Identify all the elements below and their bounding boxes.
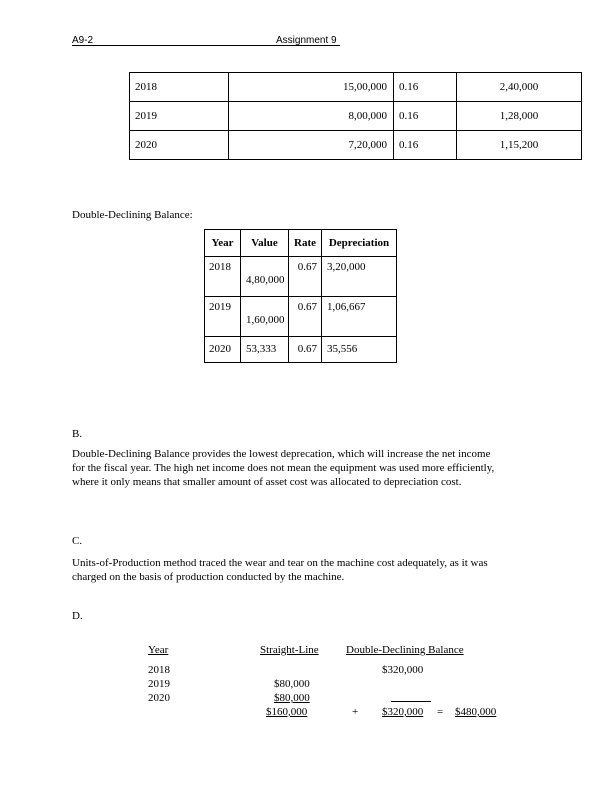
depreciation-cell: 1,15,200	[457, 131, 582, 160]
table-row	[205, 297, 397, 337]
section-c-text	[72, 556, 542, 584]
col-header-value: Value	[241, 230, 289, 257]
ddb-blank-underline	[391, 701, 431, 702]
text-line: charged on the basis of production conducted by the machine.	[72, 571, 345, 583]
sl-2020-value: $80,000	[274, 692, 310, 704]
year-cell: 2019	[130, 102, 229, 131]
text-line: Units-of-Production method traced the wear and tear on the machine cost adequately, as it was	[72, 557, 488, 569]
ddb-total: $320,000	[382, 706, 424, 718]
equals-sign: =	[437, 706, 444, 718]
depreciation-cell: 1,06,667	[322, 297, 397, 337]
year-cell: 2019	[205, 297, 241, 337]
table-header-row	[205, 230, 397, 257]
table-row	[130, 73, 582, 102]
rate-cell: 0.67	[289, 297, 322, 337]
sl-2019-value: $80,000	[274, 678, 310, 690]
value-cell: 53,333	[241, 337, 289, 363]
col-header-straight-line: Straight-Line	[260, 644, 319, 656]
straight-line-table	[129, 72, 582, 160]
section-b-label: B.	[72, 428, 83, 440]
table-row	[130, 131, 582, 160]
text-line: for the fiscal year. The high net income does not mean the equipment was used more efficiently,	[72, 462, 495, 474]
rate-cell: 0.16	[394, 102, 457, 131]
year-2020: 2020	[148, 692, 170, 704]
col-header-year: Year	[205, 230, 241, 257]
depreciation-cell: 1,28,000	[457, 102, 582, 131]
table-row	[130, 102, 582, 131]
col-header-depreciation: Depreciation	[322, 230, 397, 257]
depreciation-cell: 35,556	[322, 337, 397, 363]
rate-cell: 0.67	[289, 337, 322, 363]
year-cell: 2018	[130, 73, 229, 102]
col-header-rate: Rate	[289, 230, 322, 257]
ddb-2018-value: $320,000	[382, 664, 424, 676]
section-b-text	[72, 447, 542, 489]
year-2018: 2018	[148, 664, 170, 676]
year-2019: 2019	[148, 678, 170, 690]
value-cell: 4,80,000	[241, 257, 289, 297]
year-cell: 2018	[205, 257, 241, 297]
sl-total: $160,000	[266, 706, 308, 718]
section-c-label: C.	[72, 535, 83, 547]
ddb-heading: Double-Declining Balance:	[72, 209, 193, 221]
section-d-label: D.	[72, 610, 83, 622]
ddb-table	[204, 229, 397, 363]
header-rule	[72, 45, 340, 46]
table-row	[205, 257, 397, 297]
text-line: where it only means that smaller amount of asset cost was allocated to depreciation cost.	[72, 476, 462, 488]
depreciation-cell: 2,40,000	[457, 73, 582, 102]
value-cell: 15,00,000	[229, 73, 394, 102]
year-cell: 2020	[205, 337, 241, 363]
header-title: Assignment 9	[276, 35, 337, 46]
col-header-year: Year	[148, 644, 169, 656]
value-cell: 1,60,000	[241, 297, 289, 337]
value-cell: 7,20,000	[229, 131, 394, 160]
rate-cell: 0.16	[394, 131, 457, 160]
text-line: Double-Declining Balance provides the lowest deprecation, which will increase the net income	[72, 448, 491, 460]
header-code: A9-2	[72, 35, 94, 46]
plus-sign: +	[352, 706, 359, 718]
rate-cell: 0.16	[394, 73, 457, 102]
grand-total: $480,000	[455, 706, 497, 718]
value-cell: 8,00,000	[229, 102, 394, 131]
rate-cell: 0.67	[289, 257, 322, 297]
col-header-ddb: Double-Declining Balance	[346, 644, 464, 656]
year-cell: 2020	[130, 131, 229, 160]
depreciation-cell: 3,20,000	[322, 257, 397, 297]
table-row	[205, 337, 397, 363]
